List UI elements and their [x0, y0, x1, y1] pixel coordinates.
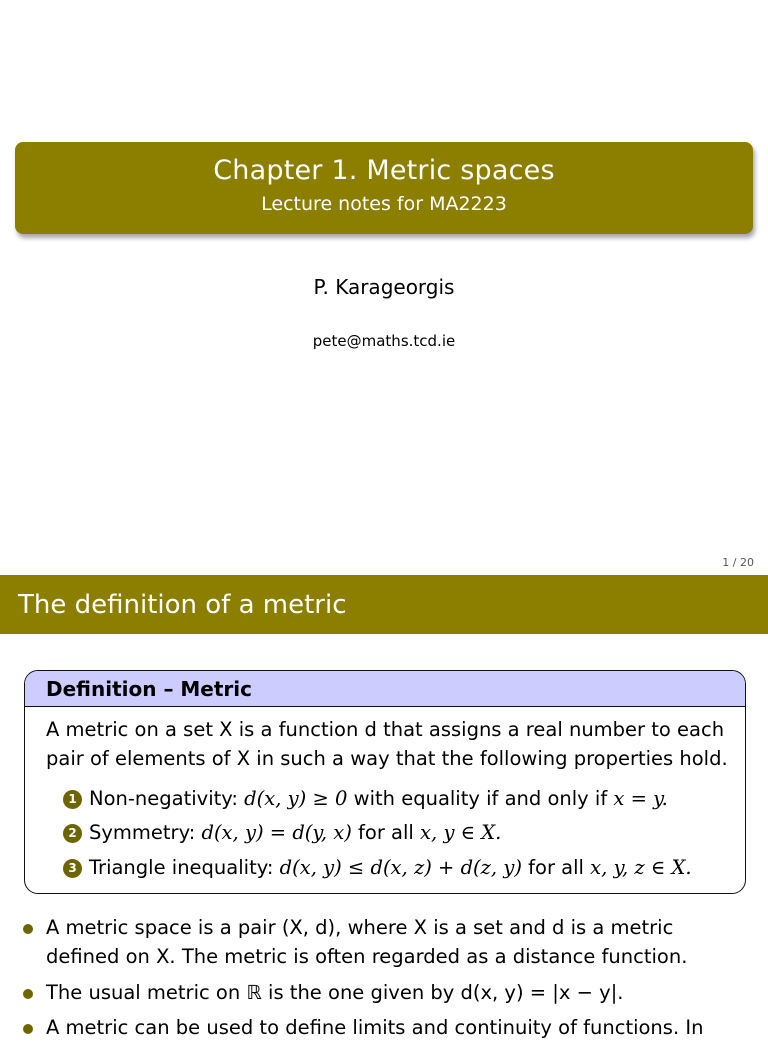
- definition-item: [63, 821, 501, 844]
- author: P. Karageorgis: [313, 275, 455, 299]
- item-label: Non-negativity:: [89, 787, 238, 810]
- bullet-text: The usual metric on ℝ is the one given by d(x, y) = |x − y|.: [46, 981, 624, 1004]
- item-formula2: x = y.: [613, 787, 668, 810]
- item-formula: d(x, y) ≥ 0: [244, 787, 348, 810]
- chapter-subtitle: Lecture notes for MA2223: [261, 193, 507, 215]
- bullet-icon: [23, 924, 33, 934]
- item-formula2: x, y, z ∈ X.: [590, 856, 692, 879]
- enum-ball-icon: 1: [63, 790, 82, 809]
- frame-title-bar: [0, 575, 768, 634]
- item-label: Triangle inequality:: [89, 856, 274, 879]
- enum-ball-icon: 2: [63, 824, 82, 843]
- item-label: Symmetry:: [89, 821, 196, 844]
- item-formula: d(x, y) = d(y, x): [201, 821, 352, 844]
- definition-item: [63, 787, 668, 810]
- definition-heading: Definition – Metric: [46, 677, 253, 701]
- definition-item: [63, 856, 692, 879]
- item-rest: with equality if and only if: [353, 787, 608, 810]
- chapter-title: Chapter 1. Metric spaces: [213, 155, 555, 186]
- list-item: [46, 978, 736, 1007]
- definition-text: A metric on a set X is a function d that assigns a real number to each pair of elements of X in such a way that the following properties hold.: [46, 718, 728, 770]
- email: pete@maths.tcd.ie: [312, 332, 456, 350]
- page-number: 1 / 20: [722, 556, 754, 569]
- definition-header: [25, 671, 745, 707]
- title-box: [15, 142, 753, 234]
- bullet-icon: [23, 1024, 33, 1034]
- bullet-text: A metric space is a pair (X, d), where X is a set and d is a metric defined on X. The metric is often regarded as a distance function.: [46, 916, 688, 968]
- item-formula: d(x, y) ≤ d(x, z) + d(z, y): [279, 856, 522, 879]
- enum-ball-icon: 3: [63, 859, 82, 878]
- bullet-text: A metric can be used to define limits and continuity of functions. In: [46, 1016, 704, 1039]
- frame-title: The definition of a metric: [18, 590, 347, 620]
- definition-block: [24, 670, 746, 894]
- list-item: [46, 1013, 736, 1042]
- list-item: [46, 913, 736, 971]
- bullet-icon: [23, 989, 33, 999]
- item-rest: for all: [358, 821, 414, 844]
- item-formula2: x, y ∈ X.: [420, 821, 502, 844]
- item-rest: for all: [528, 856, 584, 879]
